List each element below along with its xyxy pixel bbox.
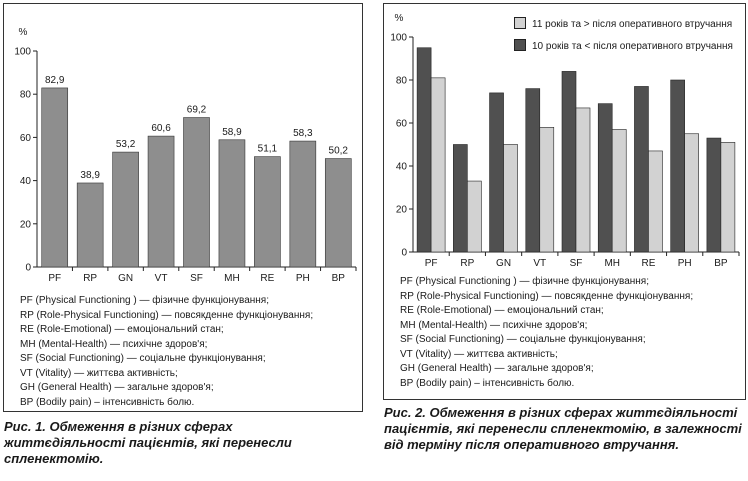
x-tick-label-vt: VT — [154, 273, 168, 284]
legend-line: GH (General Health) — загальне здоров'я; — [20, 382, 214, 393]
bar-bp-dark — [707, 138, 721, 252]
bar-vt-dark — [526, 89, 540, 252]
x-tick-label-ph: PH — [295, 273, 310, 284]
bar-ph — [290, 141, 316, 267]
legend-line: PF (Physical Functioning ) — фізичне функціонування; — [400, 276, 650, 287]
x-tick-label-ph: PH — [677, 258, 692, 269]
bar-rp — [77, 183, 103, 267]
bar-mh — [219, 140, 245, 267]
series-key-dark — [514, 39, 733, 52]
y-tick-label: 0 — [401, 247, 407, 259]
legend-line: MH (Mental-Health) — психічне здоров'я; — [20, 338, 208, 350]
bar-mh-dark — [598, 104, 612, 252]
y-tick-label: 40 — [395, 161, 407, 173]
value-label-mh: 58,9 — [222, 126, 242, 138]
legend-line: PF (Physical Functioning ) — фізичне функціонування; — [20, 295, 270, 306]
value-label-re: 51,1 — [257, 143, 278, 155]
x-tick-label-re: RE — [641, 258, 656, 269]
y-tick-label: 0 — [25, 262, 31, 274]
bar-pf-light — [431, 78, 445, 252]
bar-pf-dark — [417, 48, 431, 252]
legend-line: RP (Role-Physical Functioning) — повсякденне функціонування; — [400, 290, 694, 302]
bar-bp-light — [721, 142, 735, 252]
legend-line: SF (Social Functioning) — соціальне функціонування; — [400, 334, 646, 345]
legend-line: SF (Social Functioning) — соціальне функціонування; — [20, 353, 266, 364]
value-label-vt: 60,6 — [151, 123, 171, 135]
bar-re-light — [648, 151, 662, 252]
abbreviation-legend-2 — [400, 275, 693, 391]
bar-sf-light — [576, 108, 590, 252]
x-tick-label-sf: SF — [190, 273, 203, 284]
bar-gn-dark — [490, 93, 504, 252]
x-tick-label-bp: BP — [331, 273, 345, 284]
y-tick-label: 100 — [14, 46, 31, 58]
y-axis-unit-label: % — [18, 27, 28, 38]
figure-2-caption: Рис. 2. Обмеження в різних сферах життєдіяльності пацієнтів, які перенесли спленектомію, в залежності від терміну після оперативного втручання. — [384, 405, 742, 452]
legend-line: VT (Vitality) — життєва активність; — [400, 348, 558, 360]
bar-re — [254, 157, 280, 267]
value-label-ph: 58,3 — [293, 128, 313, 140]
x-tick-label-pf: PF — [48, 273, 62, 284]
legend-line: RE (Role-Emotional) — емоціональний стан; — [20, 324, 224, 335]
value-label-pf: 82,9 — [44, 74, 65, 86]
abbreviation-legend-1 — [20, 294, 313, 410]
series-swatch-dark — [514, 39, 526, 51]
x-tick-label-pf: PF — [424, 258, 438, 269]
x-tick-label-vt: VT — [533, 258, 547, 269]
bar-rp-dark — [453, 145, 467, 253]
bar-gn — [113, 152, 139, 267]
series-name-light: 11 років та > після оперативного втручання — [532, 19, 733, 30]
chart-1 — [4, 4, 362, 294]
bar-pf — [42, 88, 68, 267]
series-swatch-light — [514, 17, 526, 29]
bar-sf — [184, 118, 210, 267]
x-tick-label-bp: BP — [714, 258, 728, 269]
y-axis-unit-label: % — [394, 13, 404, 24]
y-tick-label: 20 — [395, 204, 407, 216]
value-label-sf: 69,2 — [186, 104, 207, 116]
bar-ph-dark — [671, 80, 685, 252]
series-key-light — [514, 17, 732, 30]
x-tick-label-rp: RP — [460, 258, 475, 269]
value-label-rp: 38,9 — [80, 169, 100, 181]
figure-1-caption: Рис. 1. Обмеження в різних сферах життєдіяльності пацієнтів, які перенесли спленектомію. — [4, 419, 292, 466]
x-tick-label-gn: GN — [118, 273, 134, 284]
bar-vt — [148, 136, 174, 267]
x-tick-label-gn: GN — [496, 258, 512, 269]
y-tick-label: 20 — [19, 219, 31, 231]
y-tick-label: 80 — [19, 89, 31, 101]
legend-line: GH (General Health) — загальне здоров'я; — [400, 363, 594, 374]
bar-vt-light — [540, 127, 554, 252]
bar-mh-light — [612, 129, 626, 252]
legend-line: VT (Vitality) — життєва активність; — [20, 367, 178, 379]
y-tick-label: 80 — [395, 75, 407, 87]
legend-line: BP (Bodily pain) – інтенсивність болю. — [20, 396, 195, 408]
x-tick-label-mh: MH — [604, 258, 621, 269]
figure-2-panel — [383, 3, 746, 400]
figure-1-panel — [3, 3, 363, 412]
legend-line: RE (Role-Emotional) — емоціональний стан; — [400, 305, 604, 316]
legend-line: RP (Role-Physical Functioning) — повсякденне функціонування; — [20, 309, 314, 321]
x-tick-label-re: RE — [260, 273, 275, 284]
bar-rp-light — [467, 181, 481, 252]
legend-line: MH (Mental-Health) — психічне здоров'я; — [400, 319, 588, 331]
x-tick-label-rp: RP — [83, 273, 98, 284]
x-tick-label-mh: MH — [224, 273, 240, 284]
y-tick-label: 100 — [390, 32, 407, 44]
series-name-dark: 10 років та < після оперативного втручання — [532, 41, 733, 52]
y-tick-label: 60 — [19, 132, 31, 144]
y-tick-label: 60 — [395, 118, 407, 130]
bar-bp — [325, 159, 351, 267]
bar-sf-dark — [562, 71, 576, 252]
y-tick-label: 40 — [19, 176, 31, 188]
bar-gn-light — [504, 145, 518, 253]
legend-line: BP (Bodily pain) – інтенсивність болю. — [400, 377, 575, 389]
value-label-gn: 53,2 — [115, 139, 136, 151]
bar-ph-light — [685, 134, 699, 252]
bar-re-dark — [634, 86, 648, 252]
value-label-bp: 50,2 — [328, 145, 349, 157]
x-tick-label-sf: SF — [569, 258, 583, 269]
